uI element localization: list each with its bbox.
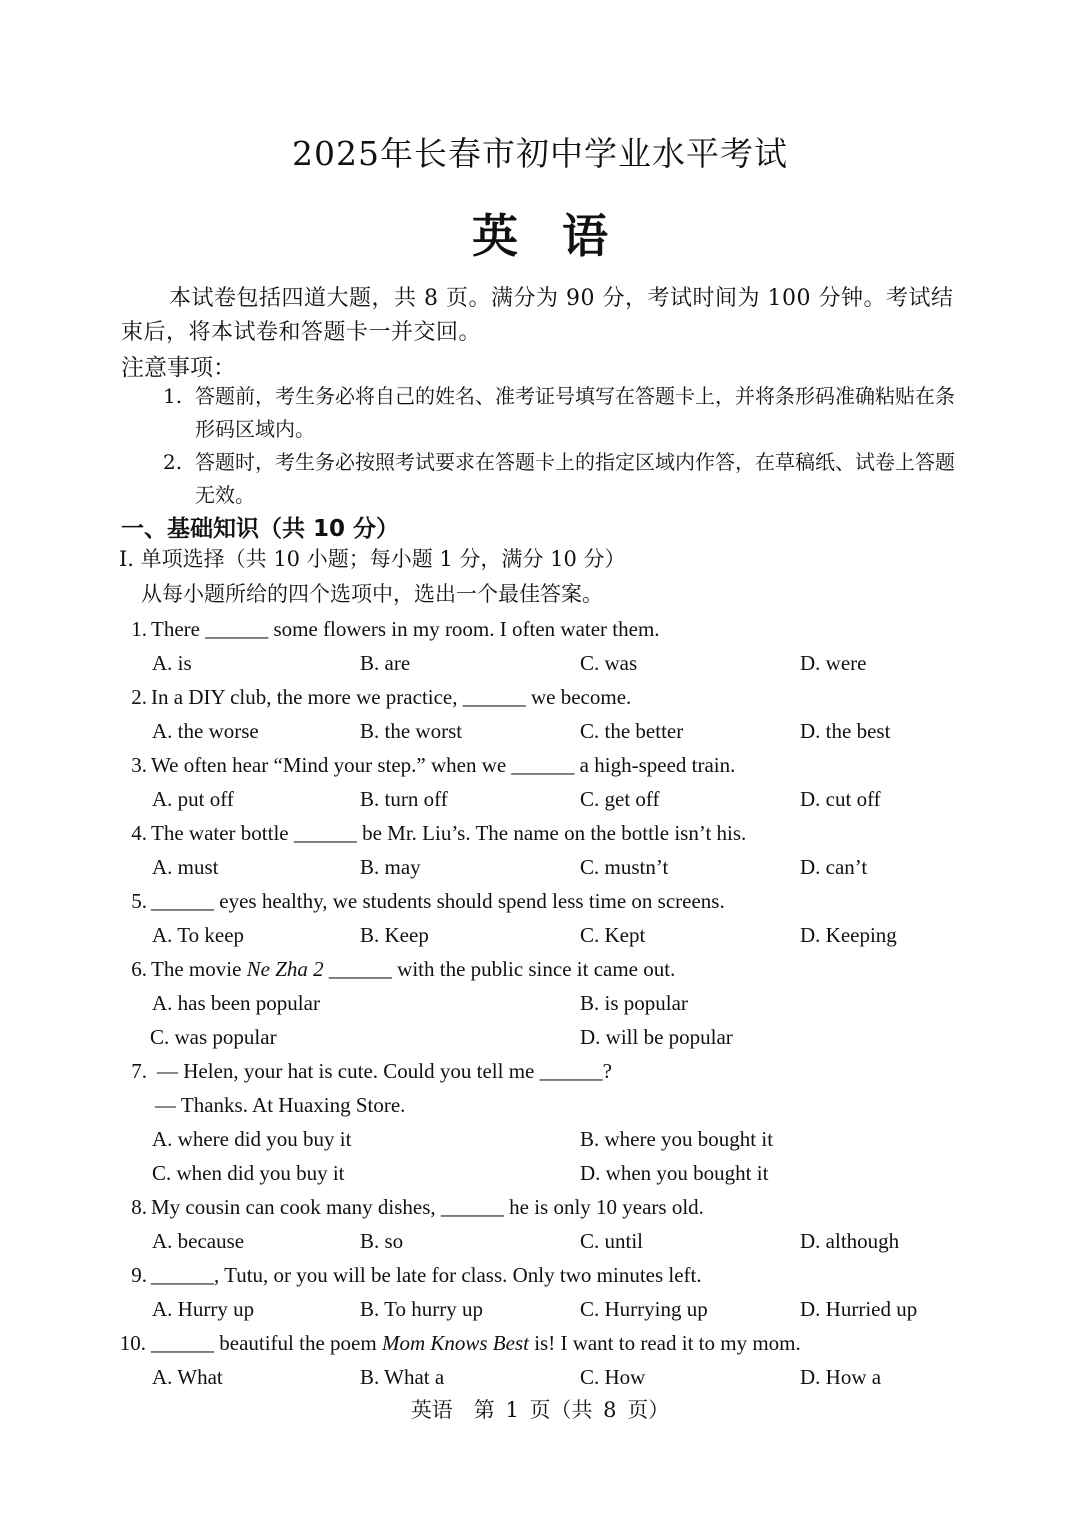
- question-number: 9.: [131, 1263, 147, 1287]
- option-d: D. Keeping: [800, 923, 897, 947]
- option-b: B. so: [360, 1229, 404, 1253]
- exam-title: 2025年长春市初中学业水平考试: [292, 134, 788, 173]
- question-stem: [0, 1326, 1080, 1360]
- option-row: [0, 850, 1080, 884]
- option-row: [0, 1360, 1080, 1394]
- option-b: B. where you bought it: [580, 1127, 774, 1151]
- question-stem: [0, 1054, 1080, 1088]
- question-number: 4.: [131, 821, 147, 845]
- question-stem: [0, 1190, 1080, 1224]
- option-a: A. must: [152, 855, 219, 879]
- question-number: 6.: [131, 957, 147, 981]
- option-d: D. the best: [800, 719, 891, 743]
- question-number: 5.: [131, 889, 147, 913]
- option-c: C. was popular: [150, 1025, 277, 1049]
- option-row: [0, 714, 1080, 748]
- question-text: [151, 952, 675, 986]
- option-c: C. until: [580, 1229, 644, 1253]
- option-a: A. To keep: [152, 923, 245, 947]
- section-heading: 一、基础知识（共 10 分）: [121, 516, 400, 542]
- option-c: C. was: [580, 651, 638, 675]
- option-d: D. How a: [800, 1365, 882, 1389]
- option-row: [0, 986, 1080, 1020]
- question-number: 10.: [119, 1331, 146, 1355]
- option-row: [0, 782, 1080, 816]
- question-text: — Helen, your hat is cute. Could you tell me ______?: [157, 1059, 612, 1083]
- option-c: C. Hurrying up: [580, 1297, 708, 1321]
- question-stem: [0, 612, 1080, 646]
- option-c: C. Kept: [580, 923, 646, 947]
- question-text: ______, Tutu, or you will be late for class. Only two minutes left.: [151, 1263, 702, 1287]
- question-stem: [0, 748, 1080, 782]
- question-text-post: is! I want to read it to my mom.: [528, 1331, 801, 1355]
- option-row: [0, 1122, 1080, 1156]
- option-a: A. What: [152, 1365, 223, 1389]
- option-row: [0, 1020, 1080, 1054]
- movie-title: Ne Zha 2: [246, 957, 324, 981]
- question-list: [0, 612, 1080, 1394]
- option-d: D. were: [800, 651, 867, 675]
- option-d: D. cut off: [800, 787, 881, 811]
- question-text-pre: ______ beautiful the poem: [151, 1331, 382, 1355]
- question-text: ______ eyes healthy, we students should spend less time on screens.: [151, 889, 725, 913]
- question-stem: [0, 816, 1080, 850]
- option-a: A. Hurry up: [152, 1297, 255, 1321]
- option-d: D. can’t: [800, 855, 868, 879]
- exam-intro: 本试卷包括四道大题，共 8 页。满分为 90 分，考试时间为 100 分钟。考试结束后，将本试卷和答题卡一并交回。: [121, 286, 954, 345]
- question-text: The water bottle ______ be Mr. Liu’s. The name on the bottle isn’t his.: [151, 821, 747, 845]
- option-c: C. How: [580, 1365, 646, 1389]
- option-d: D. although: [800, 1229, 900, 1253]
- question-text: There ______ some flowers in my room. I often water them.: [151, 617, 660, 641]
- option-b: B. Keep: [360, 923, 429, 947]
- option-d: D. when you bought it: [580, 1161, 769, 1185]
- dialog-reply: — Thanks. At Huaxing Store.: [155, 1093, 406, 1117]
- option-d: D. Hurried up: [800, 1297, 918, 1321]
- question-stem: [0, 680, 1080, 714]
- page-footer: 英语 第 1 页（共 8 页）: [410, 1398, 670, 1422]
- notice-item-number: 2.: [163, 450, 183, 474]
- poem-title: Mom Knows Best: [381, 1331, 529, 1355]
- option-a: A. where did you buy it: [152, 1127, 352, 1151]
- subject-title: 英语: [472, 209, 652, 263]
- option-row: [0, 1156, 1080, 1190]
- option-d: D. will be popular: [580, 1025, 733, 1049]
- part-heading: I. 单项选择（共 10 小题；每小题 1 分，满分 10 分）: [119, 547, 626, 571]
- question-stem: [0, 1258, 1080, 1292]
- question-text-post: ______ with the public since it came out.: [323, 957, 676, 981]
- option-a: A. put off: [152, 787, 234, 811]
- question-text: My cousin can cook many dishes, ______ he is only 10 years old.: [151, 1195, 704, 1219]
- option-row: [0, 646, 1080, 680]
- option-b: B. turn off: [360, 787, 448, 811]
- option-row: [0, 1224, 1080, 1258]
- notice-item: [163, 380, 963, 446]
- option-b: B. What a: [360, 1365, 445, 1389]
- section-direction: 从每小题所给的四个选项中，选出一个最佳答案。: [141, 582, 603, 606]
- question-text: We often hear “Mind your step.” when we ______ a high-speed train.: [151, 753, 736, 777]
- option-row: [0, 1292, 1080, 1326]
- option-b: B. may: [360, 855, 421, 879]
- option-a: A. is: [152, 651, 192, 675]
- option-row: [0, 918, 1080, 952]
- notice-item: [163, 446, 963, 512]
- option-b: B. is popular: [580, 991, 688, 1015]
- option-b: B. the worst: [360, 719, 463, 743]
- option-b: B. are: [360, 651, 411, 675]
- question-number: 2.: [131, 685, 147, 709]
- option-b: B. To hurry up: [360, 1297, 483, 1321]
- question-number: 8.: [131, 1195, 147, 1219]
- option-c: C. mustn’t: [580, 855, 669, 879]
- question-stem: [0, 952, 1080, 986]
- question-stem: [0, 884, 1080, 918]
- question-text-pre: The movie: [151, 957, 247, 981]
- option-a: A. the worse: [152, 719, 259, 743]
- notice-heading: 注意事项：: [121, 355, 236, 381]
- question-number: 3.: [131, 753, 147, 777]
- question-text: [151, 1326, 801, 1360]
- option-c: C. when did you buy it: [152, 1161, 345, 1185]
- option-c: C. get off: [580, 787, 660, 811]
- question-number: 1.: [131, 617, 147, 641]
- option-a: A. because: [152, 1229, 245, 1253]
- option-a: A. has been popular: [152, 991, 320, 1015]
- question-text: In a DIY club, the more we practice, ______ we become.: [151, 685, 632, 709]
- notice-item-text: 答题时，考生务必按照考试要求在答题卡上的指定区域内作答，在草稿纸、试卷上答题无效。: [195, 450, 955, 507]
- option-c: C. the better: [580, 719, 684, 743]
- question-number: 7.: [131, 1059, 147, 1083]
- notice-item-text: 答题前，考生务必将自己的姓名、准考证号填写在答题卡上，并将条形码准确粘贴在条形码区域内。: [195, 384, 955, 441]
- notice-item-number: 1.: [163, 384, 183, 408]
